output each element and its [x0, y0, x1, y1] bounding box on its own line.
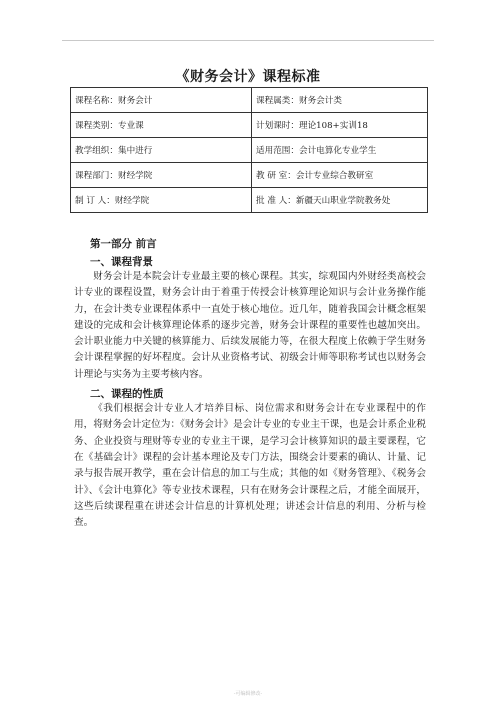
table-cell: 制 订 人：财经学院	[71, 188, 252, 213]
table-row	[71, 138, 428, 163]
table-row	[71, 188, 428, 213]
paragraph-background: 财务会计是本院会计专业最主要的核心课程。其实，综观国内外财经类高校会计专业的课程设置，财务会计由于着重于传授会计核算理论知识与会计业务操作能力，在会计类专业课程体系中一直处于核心地位。近几年，随着我国会计概念框架建设的完成和会计核算理论体系的逐步完善，财务会计课程的重要性也越加突出。会计职业能力中关键的核算能力、后续发展能力等，在很大程度上依赖于学生财务会计课程掌握的好坏程度。会计从业资格考试、初级会计师等职称考试也以财务会计理论与实务为主要考核内容。	[74, 271, 426, 380]
document-title: 《财务会计》课程标准	[175, 69, 321, 85]
header-rule	[62, 40, 434, 41]
table-cell: 课程属类：财务会计类	[252, 88, 428, 113]
table-row	[71, 113, 428, 138]
paragraph-nature: 《我们根据会计专业人才培养目标、岗位需求和财务会计在专业课程中的作用，将财务会计定位为：《财务会计》是会计专业的专业主干课，也是会计系企业税务、企业投资与理财等专业的专业主干课，是学习会计核算知识的最主要课程，它在《基础会计》课程的会计基本理论及专门方法，围绕会计要素的确认、计量、记录与报告展开教学，重在会计信息的加工与生成；其他的如《财务管理》、《税务会计》、《会计电算化》等专业技术课程，只有在财务会计课程之后，才能全面展开，这些后续课程重在讲述会计信息的计算机处理；讲述会计信息的利用、分析与检查。	[74, 403, 426, 529]
section-heading-nature: 二、课程的性质	[90, 388, 164, 401]
table-cell: 教学组织：集中进行	[71, 138, 252, 163]
page-footer: -可编辑修改-	[233, 691, 263, 697]
table-cell: 计划课时：理论108+实训18	[252, 113, 428, 138]
document-body	[74, 237, 426, 531]
table-cell: 适用范围：会计电算化专业学生	[252, 138, 428, 163]
part-heading: 第一部分 前言	[90, 238, 157, 250]
table-cell: 教 研 室：会计专业综合教研室	[252, 163, 428, 188]
table-cell: 课程类别：专业课	[71, 113, 252, 138]
table-cell: 课程名称：财务会计	[71, 88, 252, 113]
course-info-table	[70, 87, 428, 213]
table-cell: 批 准 人：新疆天山职业学院教务处	[252, 188, 428, 213]
table-row	[71, 163, 428, 188]
table-cell: 课程部门：财经学院	[71, 163, 252, 188]
section-heading-background: 一、课程背景	[90, 256, 153, 268]
table-row	[71, 88, 428, 113]
